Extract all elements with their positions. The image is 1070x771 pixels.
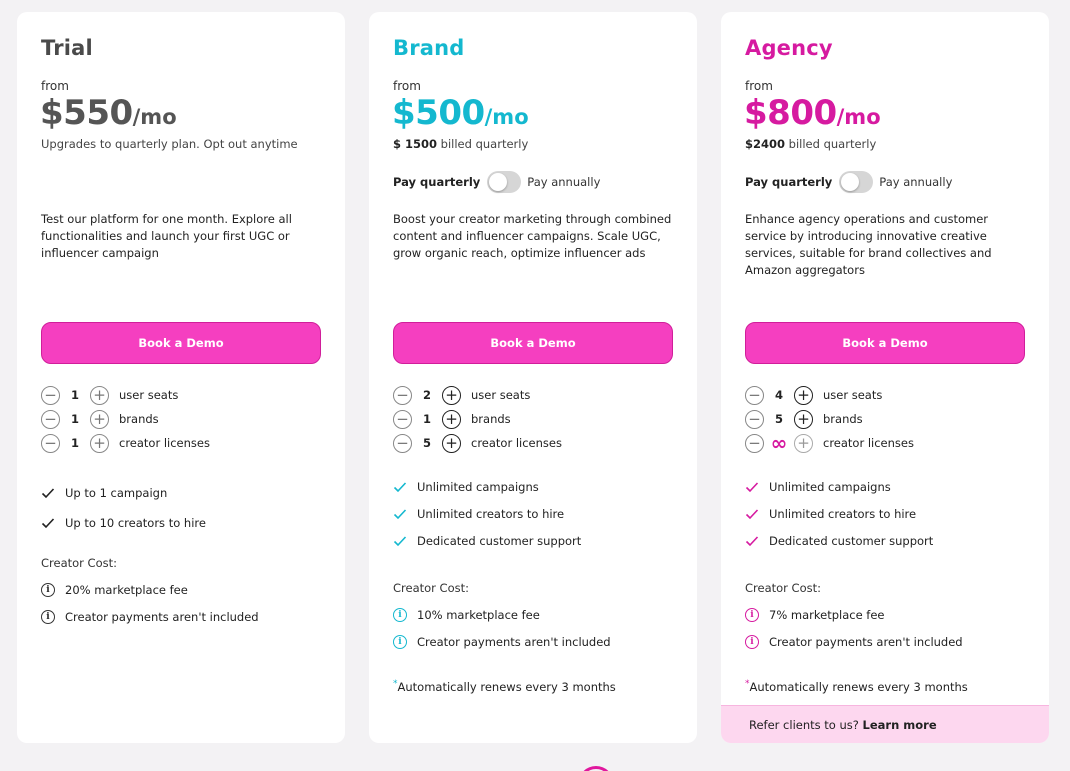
renewal-note xyxy=(745,679,968,694)
feature-text: Unlimited campaigns xyxy=(769,479,891,494)
plan-name: Brand xyxy=(393,36,465,60)
billed-text: billed quarterly xyxy=(440,137,529,151)
feature-item xyxy=(393,473,581,500)
stepper-brands xyxy=(745,407,914,431)
billing-note xyxy=(745,137,876,151)
toggle-knob xyxy=(841,173,859,191)
creator-cost-item xyxy=(745,601,963,628)
decrement-button[interactable]: − xyxy=(393,386,412,405)
feature-text: Dedicated customer support xyxy=(769,533,934,548)
feature-item xyxy=(41,478,206,508)
pay-annually-label: Pay annually xyxy=(527,175,601,189)
stepper-value: 4 xyxy=(774,388,783,402)
increment-button[interactable]: + xyxy=(442,410,461,429)
plan-card-trial xyxy=(17,12,345,743)
plan-price xyxy=(40,93,177,133)
feature-item xyxy=(745,500,933,527)
creator-cost-item xyxy=(41,576,259,603)
check-icon xyxy=(745,507,759,521)
feature-list xyxy=(393,473,581,554)
feature-text: Unlimited creators to hire xyxy=(417,506,565,521)
stepper-label: brands xyxy=(823,412,863,426)
billing-period-toggle xyxy=(393,171,600,193)
stepper-value: 1 xyxy=(422,412,431,426)
price-period: /mo xyxy=(484,105,529,129)
feature-item xyxy=(41,508,206,538)
plan-price xyxy=(392,93,529,133)
feature-text: Dedicated customer support xyxy=(417,533,582,548)
refer-text: Refer clients to us? xyxy=(749,717,859,732)
billing-toggle-switch[interactable] xyxy=(487,171,521,193)
stepper-creator-licenses xyxy=(393,431,562,455)
feature-item xyxy=(745,473,933,500)
stepper-user-seats xyxy=(41,383,210,407)
price-from-label: from xyxy=(41,79,69,93)
increment-button[interactable]: + xyxy=(90,410,109,429)
creator-cost-item xyxy=(41,603,259,630)
creator-cost-text: 10% marketplace fee xyxy=(417,607,540,622)
plan-card-brand xyxy=(369,12,697,743)
stepper-label: creator licenses xyxy=(823,436,914,450)
learn-more-link[interactable]: Learn more xyxy=(862,717,937,732)
feature-text: Unlimited creators to hire xyxy=(769,506,917,521)
stepper-value: 1 xyxy=(70,436,79,450)
increment-button[interactable]: + xyxy=(442,434,461,453)
info-icon: i xyxy=(745,608,759,622)
decrement-button[interactable]: − xyxy=(745,386,764,405)
plan-description: Boost your creator marketing through combined content and influencer campaigns. Scale UGC, grow organic reach, optimize influencer ads xyxy=(393,212,672,260)
stepper-value: 5 xyxy=(774,412,783,426)
price-period: /mo xyxy=(132,105,177,129)
stepper-brands xyxy=(393,407,562,431)
plan-name: Trial xyxy=(41,36,93,60)
check-icon xyxy=(41,516,55,530)
creator-cost-list xyxy=(41,576,259,630)
stepper-user-seats xyxy=(393,383,562,407)
decrement-button[interactable]: − xyxy=(745,434,764,453)
increment-button[interactable]: + xyxy=(90,434,109,453)
check-icon xyxy=(393,534,407,548)
feature-text: Up to 1 campaign xyxy=(65,486,168,500)
stepper-user-seats xyxy=(745,383,914,407)
price-amount: $550 xyxy=(40,93,133,133)
plan-card-agency xyxy=(721,12,1049,743)
stepper-value: 1 xyxy=(70,412,79,426)
creator-cost-list xyxy=(393,601,611,655)
creator-cost-text: 20% marketplace fee xyxy=(65,582,188,597)
stepper-value: 1 xyxy=(70,388,79,402)
info-icon: i xyxy=(393,608,407,622)
renewal-note xyxy=(393,679,616,694)
price-amount: $500 xyxy=(392,93,485,133)
increment-button[interactable]: + xyxy=(442,386,461,405)
decrement-button[interactable]: − xyxy=(41,434,60,453)
creator-cost-item xyxy=(393,601,611,628)
stepper-creator-licenses xyxy=(41,431,210,455)
stepper-label: user seats xyxy=(823,388,883,402)
check-icon xyxy=(41,486,55,500)
price-period: /mo xyxy=(836,105,881,129)
decrement-button[interactable]: − xyxy=(41,410,60,429)
infinity-icon: ∞ xyxy=(770,431,788,455)
book-demo-button[interactable]: Book a Demo xyxy=(393,322,673,364)
plan-subtitle: Upgrades to quarterly plan. Opt out anytime xyxy=(41,137,298,151)
decrement-button[interactable]: − xyxy=(41,386,60,405)
decrement-button[interactable]: − xyxy=(393,434,412,453)
creator-cost-item xyxy=(393,628,611,655)
creator-cost-title: Creator Cost: xyxy=(41,556,117,570)
check-icon xyxy=(745,534,759,548)
renewal-text: Automatically renews every 3 months xyxy=(749,679,968,694)
feature-item xyxy=(745,527,933,554)
feature-item xyxy=(393,500,581,527)
stepper-label: creator licenses xyxy=(471,436,562,450)
stepper-value: 2 xyxy=(422,388,431,402)
increment-button[interactable]: + xyxy=(794,434,813,453)
plan-description: Test our platform for one month. Explore all functionalities and launch your first UGC or influencer campaign xyxy=(41,212,292,260)
quantity-steppers xyxy=(745,383,914,455)
stepper-value: 5 xyxy=(422,436,431,450)
creator-cost-list xyxy=(745,601,963,655)
increment-button[interactable]: + xyxy=(90,386,109,405)
creator-cost-item xyxy=(745,628,963,655)
quantity-steppers xyxy=(41,383,210,455)
feature-list xyxy=(41,478,206,538)
pay-quarterly-label: Pay quarterly xyxy=(393,175,481,189)
renewal-asterisk: * xyxy=(393,679,398,689)
increment-button[interactable]: + xyxy=(794,410,813,429)
check-icon xyxy=(393,507,407,521)
feature-item xyxy=(393,527,581,554)
creator-cost-text: Creator payments aren't included xyxy=(417,634,611,649)
renewal-asterisk: * xyxy=(745,679,750,689)
book-demo-button[interactable]: Book a Demo xyxy=(745,322,1025,364)
feature-text: Up to 10 creators to hire xyxy=(65,516,206,530)
billed-text: billed quarterly xyxy=(788,137,877,151)
billed-amount: $2400 xyxy=(745,137,786,151)
creator-cost-title: Creator Cost: xyxy=(393,581,469,595)
feature-list xyxy=(745,473,933,554)
creator-cost-text: Creator payments aren't included xyxy=(65,609,259,624)
toggle-knob xyxy=(489,173,507,191)
info-icon: i xyxy=(393,635,407,649)
pay-quarterly-label: Pay quarterly xyxy=(745,175,833,189)
check-icon xyxy=(393,480,407,494)
info-icon: i xyxy=(41,610,55,624)
book-demo-button[interactable]: Book a Demo xyxy=(41,322,321,364)
decrement-button[interactable]: − xyxy=(745,410,764,429)
stepper-label: brands xyxy=(471,412,511,426)
stepper-brands xyxy=(41,407,210,431)
increment-button[interactable]: + xyxy=(794,386,813,405)
price-from-label: from xyxy=(393,79,421,93)
feature-text: Unlimited campaigns xyxy=(417,479,539,494)
stepper-label: brands xyxy=(119,412,159,426)
pay-annually-label: Pay annually xyxy=(879,175,953,189)
refer-clients-banner xyxy=(721,705,1049,743)
decrement-button[interactable]: − xyxy=(393,410,412,429)
creator-cost-title: Creator Cost: xyxy=(745,581,821,595)
info-icon: i xyxy=(41,583,55,597)
billing-toggle-switch[interactable] xyxy=(839,171,873,193)
price-from-label: from xyxy=(745,79,773,93)
plan-price xyxy=(744,93,881,133)
stepper-label: user seats xyxy=(119,388,179,402)
stepper-label: user seats xyxy=(471,388,531,402)
check-icon xyxy=(745,480,759,494)
stepper-label: creator licenses xyxy=(119,436,210,450)
info-icon: i xyxy=(745,635,759,649)
creator-cost-text: 7% marketplace fee xyxy=(769,607,885,622)
stepper-creator-licenses xyxy=(745,431,914,455)
billing-note xyxy=(393,137,528,151)
plan-description: Enhance agency operations and customer service by introducing innovative creative services, suitable for brand collectives and Amazon aggregators xyxy=(745,212,992,277)
billing-period-toggle xyxy=(745,171,952,193)
creator-cost-text: Creator payments aren't included xyxy=(769,634,963,649)
billed-amount: $ 1500 xyxy=(393,137,438,151)
partial-circle-icon xyxy=(578,766,614,771)
plan-name: Agency xyxy=(745,36,833,60)
price-amount: $800 xyxy=(744,93,837,133)
quantity-steppers xyxy=(393,383,562,455)
renewal-text: Automatically renews every 3 months xyxy=(397,679,616,694)
